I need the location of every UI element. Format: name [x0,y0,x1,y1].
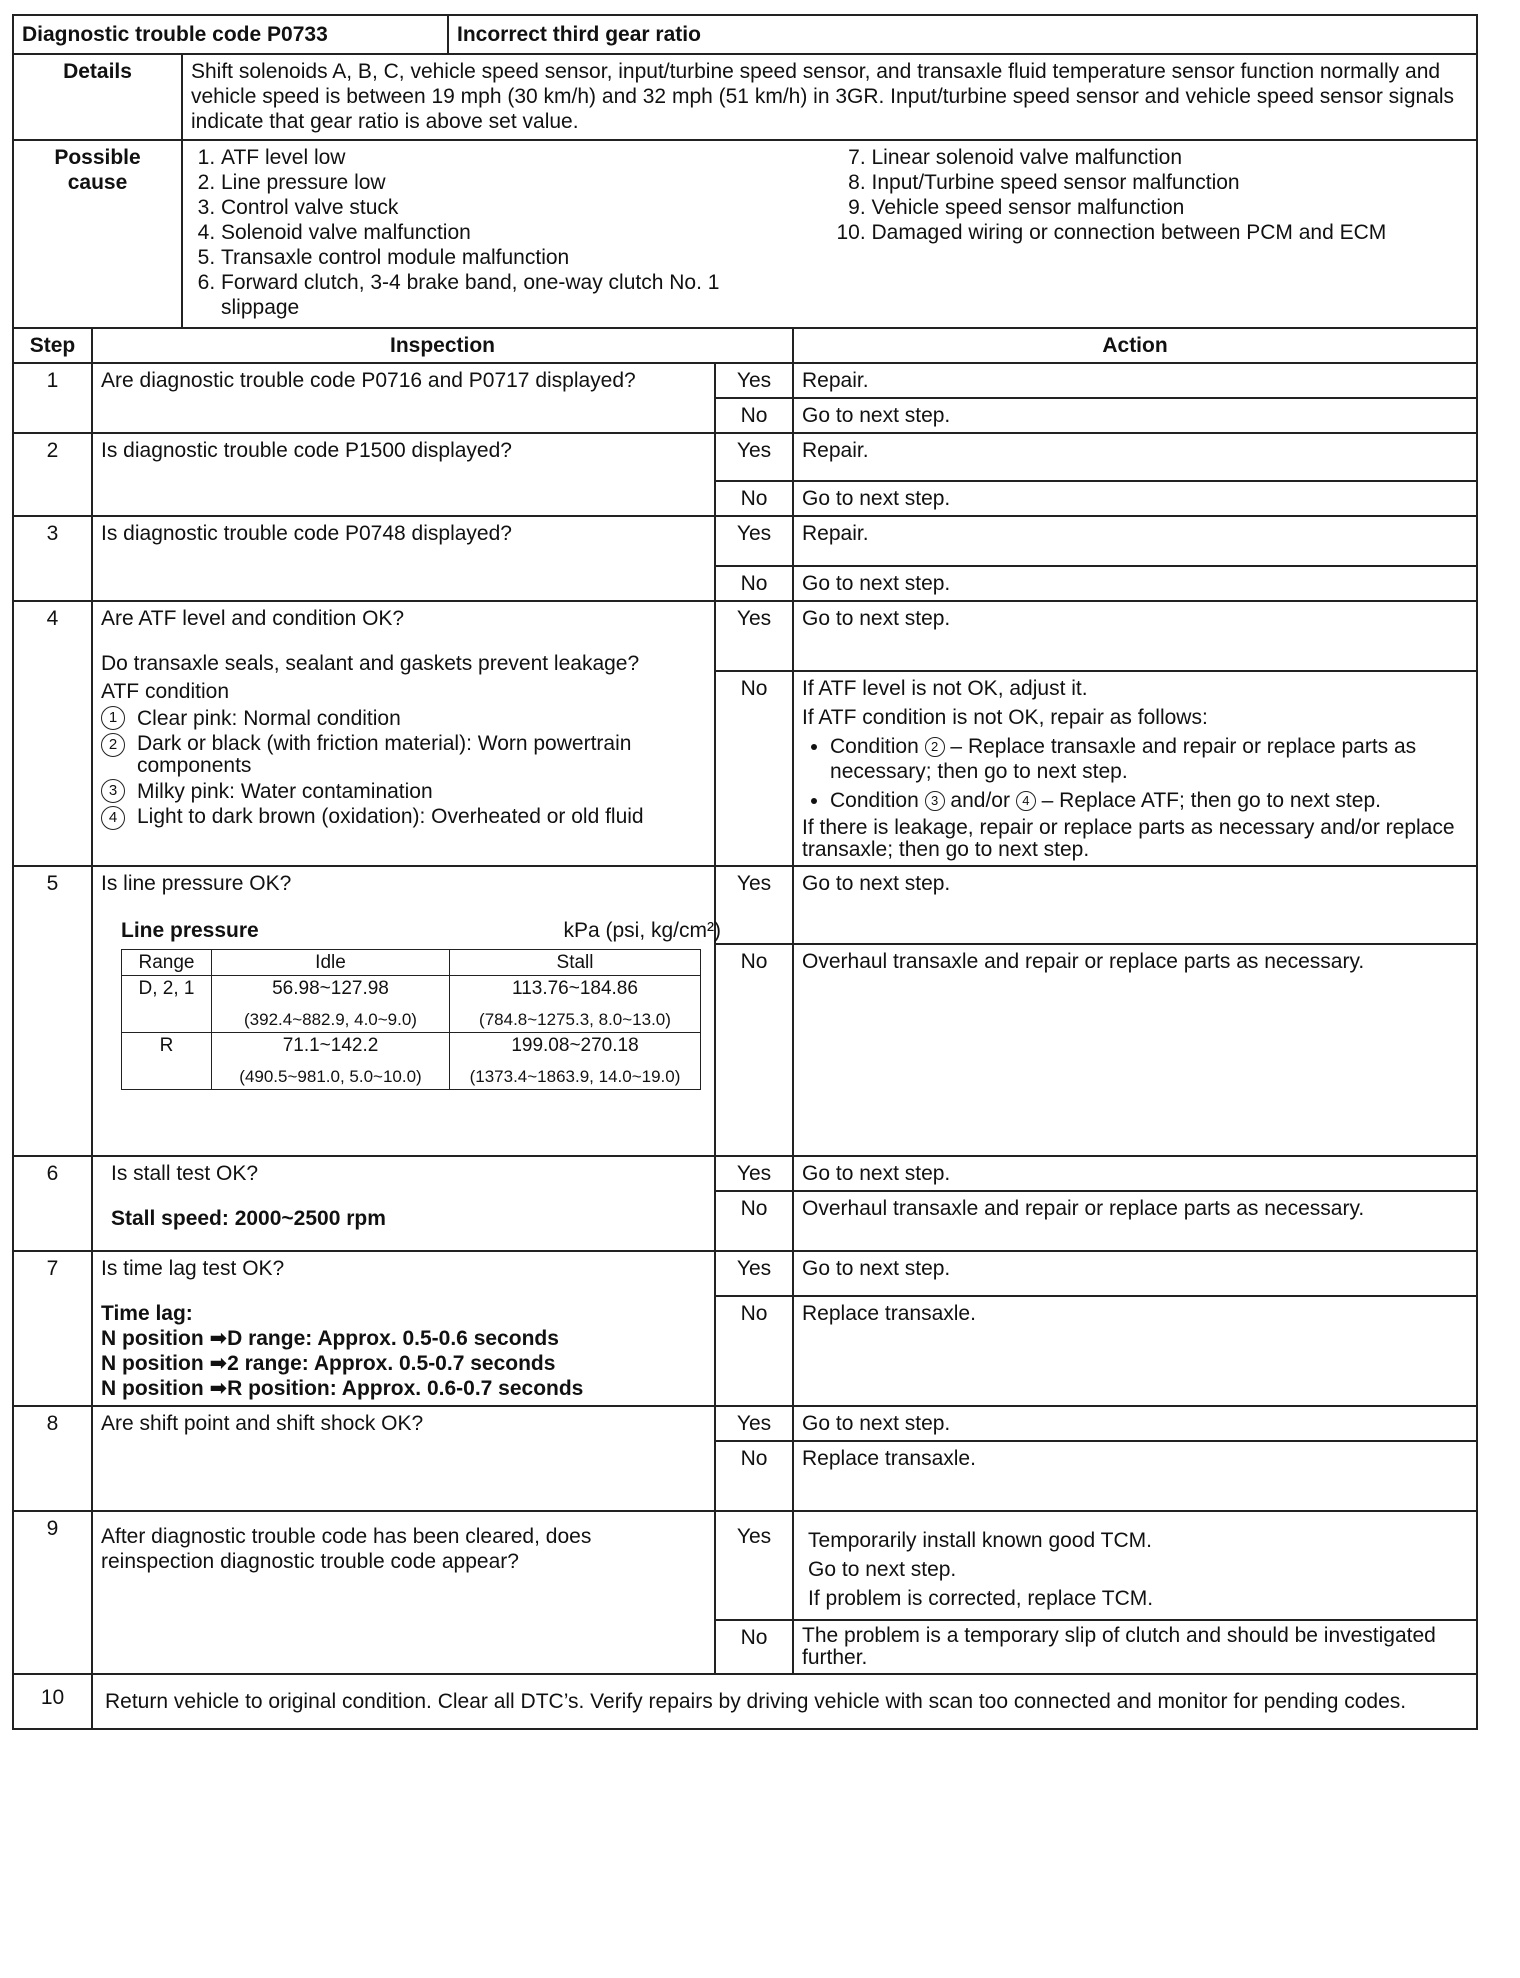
step-number: 1 [13,363,92,433]
atf-condition-item: 2 Dark or black (with friction material): Worn powertrain components [101,733,706,777]
circled-number: 2 [925,737,945,757]
details-label: Details [13,54,182,140]
table-header: Stall [450,950,701,976]
yes-action: Repair. [793,433,1477,481]
no-action: If ATF level is not OK, adjust it. If ATF condition is not OK, repair as follows: • Condition 2 – Replace transaxle and repair or replace parts as necessary; then go to next step. • Condition 3 and/or 4 – Replace ATF; then go to next step. If there is leakage, repair or replace parts as necessary and/or replace transaxle; then go to next step. [793,671,1477,866]
atf-condition-label: ATF condition [101,680,229,703]
no-action: Go to next step. [793,398,1477,433]
dtc-code: Diagnostic trouble code P0733 [13,15,448,54]
no-action: Replace transaxle. [793,1441,1477,1511]
circled-number: 2 [101,733,125,757]
circled-number: 3 [925,791,945,811]
step-question: Are diagnostic trouble code P0716 and P0717 displayed? [92,363,715,433]
cause-item: 5. Transaxle control module malfunction [221,245,830,270]
step-question [92,601,715,866]
repair-item: • Condition 3 and/or 4 – Replace ATF; then go to next step. [830,788,1468,813]
time-lag-title: Time lag: [101,1302,193,1325]
no-label: No [715,1441,793,1511]
yes-label: Yes [715,1511,793,1620]
circled-number: 3 [101,779,125,803]
dtc-title: Incorrect third gear ratio [448,15,1477,54]
yes-action: Go to next step. [793,1406,1477,1441]
line-pressure-label: Line pressure [121,919,259,942]
step-question-text: Is line pressure OK? [101,872,292,895]
table-header: Range [122,950,212,976]
step-text: Return vehicle to original condition. Clear all DTC’s. Verify repairs by driving vehicle with scan too connected and monitor for pending codes. [92,1674,1477,1729]
diagnostic-document [12,14,1478,1730]
line-pressure-header [121,918,721,943]
step-question-text: Do transaxle seals, sealant and gaskets prevent leakage? [101,652,640,675]
steps-table [12,327,1478,1730]
yes-action: Go to next step. [793,1251,1477,1296]
yes-label: Yes [715,1156,793,1191]
yes-label: Yes [715,1406,793,1441]
line-pressure-unit: kPa (psi, kg/cm²) [563,919,721,942]
cause-item: 10. Damaged wiring or connection between PCM and ECM [872,220,1469,245]
step-number: 10 [13,1674,92,1729]
no-label: No [715,671,793,866]
possible-cause-list [182,140,1477,328]
no-label: No [715,566,793,601]
atf-condition-item: 1 Clear pink: Normal condition [101,706,706,731]
no-label: No [715,481,793,516]
time-lag-spec: N position ➡R position: Approx. 0.6-0.7 seconds [101,1377,584,1400]
table-row: R 71.1~142.2 (490.5~981.0, 5.0~10.0) 199.08~270.18 (1373.4~1863.9, 14.0~19.0) [122,1033,701,1090]
circled-number: 4 [101,806,125,830]
step-question [92,1251,715,1406]
step-question-text: Is time lag test OK? [101,1257,285,1280]
no-action: Overhaul transaxle and repair or replace parts as necessary. [793,944,1477,1156]
cause-item: 2. Line pressure low [221,170,830,195]
yes-label: Yes [715,866,793,944]
step-number: 5 [13,866,92,1156]
yes-action: Go to next step. [793,866,1477,944]
details-text: Shift solenoids A, B, C, vehicle speed sensor, input/turbine speed sensor, and transaxle fluid temperature sensor function normally and vehicle speed is between 19 mph (30 km/h) and 32 mph (51 km/h) in 3GR. Input/turbine speed sensor and vehicle speed sensor signals indicate that gear ratio is above set value. [182,54,1477,140]
step-question: Are shift point and shift shock OK? [92,1406,715,1511]
yes-action: Repair. [793,363,1477,398]
no-label: No [715,1191,793,1251]
step-question: Is diagnostic trouble code P0748 displayed? [92,516,715,601]
time-lag-spec: N position ➡D range: Approx. 0.5-0.6 seconds [101,1327,559,1350]
no-action: Overhaul transaxle and repair or replace parts as necessary. [793,1191,1477,1251]
yes-action: Go to next step. [793,601,1477,671]
table-header: Idle [212,950,450,976]
step-number: 2 [13,433,92,516]
yes-label: Yes [715,516,793,566]
step-question-text: Is stall test OK? [111,1162,259,1185]
dtc-header-table [12,14,1478,329]
step-number: 6 [13,1156,92,1251]
step-number: 3 [13,516,92,601]
step-number: 8 [13,1406,92,1511]
time-lag-spec: N position ➡2 range: Approx. 0.5-0.7 seconds [101,1352,556,1375]
no-action: Go to next step. [793,481,1477,516]
step-question: Is diagnostic trouble code P1500 displayed? [92,433,715,516]
yes-label: Yes [715,1251,793,1296]
no-label: No [715,1296,793,1406]
yes-action: Go to next step. [793,1156,1477,1191]
cause-item: 9. Vehicle speed sensor malfunction [872,195,1469,220]
table-row: D, 2, 1 56.98~127.98 (392.4~882.9, 4.0~9.0) 113.76~184.86 (784.8~1275.3, 8.0~13.0) [122,976,701,1033]
yes-action: Temporarily install known good TCM. Go to next step. If problem is corrected, replace TCM. [793,1511,1477,1620]
no-label: No [715,1620,793,1674]
atf-condition-item: 3 Milky pink: Water contamination [101,779,706,804]
step-number: 4 [13,601,92,866]
atf-condition-item: 4 Light to dark brown (oxidation): Overheated or old fluid [101,806,706,830]
col-step: Step [13,328,92,363]
cause-item: 3. Control valve stuck [221,195,830,220]
no-action: The problem is a temporary slip of clutch and should be investigated further. [793,1620,1477,1674]
no-label: No [715,398,793,433]
stall-speed-spec: Stall speed: 2000~2500 rpm [111,1207,386,1230]
step-question-text: Are ATF level and condition OK? [101,607,405,630]
line-pressure-table [121,949,701,1090]
yes-label: Yes [715,601,793,671]
col-inspection: Inspection [92,328,793,363]
no-label: No [715,944,793,1156]
no-action: Go to next step. [793,566,1477,601]
cause-item: 6. Forward clutch, 3-4 brake band, one-way clutch No. 1 slippage [221,270,830,320]
possible-cause-label: Possible cause [13,140,182,328]
yes-action: Repair. [793,516,1477,566]
step-number: 9 [13,1511,92,1674]
no-action: Replace transaxle. [793,1296,1477,1406]
repair-list [802,734,1468,813]
yes-label: Yes [715,433,793,481]
step-question [92,866,721,1156]
repair-item: • Condition 2 – Replace transaxle and repair or replace parts as necessary; then go to next step. [830,734,1468,784]
cause-item: 1. ATF level low [221,145,830,170]
cause-item: 8. Input/Turbine speed sensor malfunction [872,170,1469,195]
step-question [92,1156,715,1251]
cause-item: 4. Solenoid valve malfunction [221,220,830,245]
col-action: Action [793,328,1477,363]
yes-label: Yes [715,363,793,398]
cause-item: 7. Linear solenoid valve malfunction [872,145,1469,170]
circled-number: 1 [101,706,125,730]
circled-number: 4 [1016,791,1036,811]
step-number: 7 [13,1251,92,1406]
step-question: After diagnostic trouble code has been cleared, does reinspection diagnostic trouble code appear? [92,1511,715,1674]
